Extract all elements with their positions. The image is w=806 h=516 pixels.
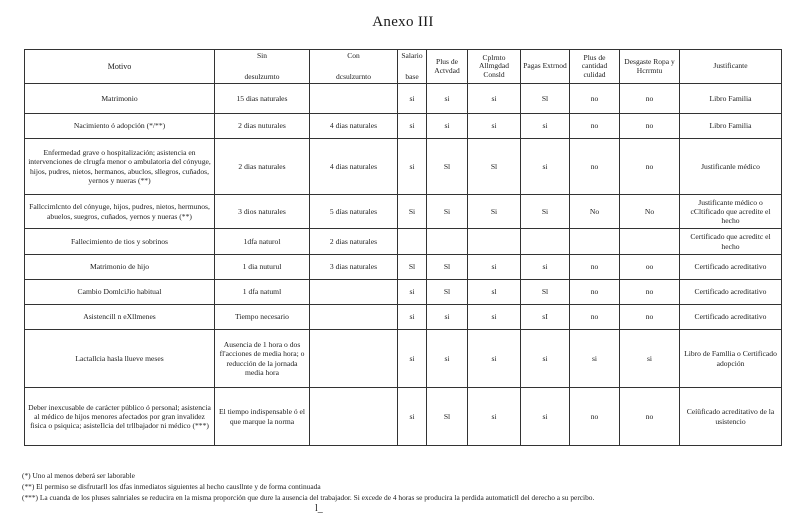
cell-pagas: Sl: [521, 280, 570, 305]
table-row: [25, 114, 782, 139]
cell-motivo: Fallccimlcnto del cónyuge, hijos, pudres, nietos, hermunos, abuelos, suegros, cuñados, yernos y nueras (**): [25, 195, 215, 229]
cell-motivo: Lactallcia hasla llueve meses: [25, 330, 215, 388]
cell-sin-desplazamiento: Ausencia de 1 hora o dos fl'acciones de media hora; o reducción de la jornada media hora: [215, 330, 310, 388]
cell-desgaste: no: [620, 305, 680, 330]
cell-justificante: Justificanle médico: [680, 139, 782, 195]
cell-sin-desplazamiento: 1 dia nuturul: [215, 255, 310, 280]
cell-salario-base: si: [398, 388, 427, 446]
header-sin-top: Sin: [256, 50, 267, 60]
cell-con-desplazamiento: [310, 305, 398, 330]
header-motivo: Motivo: [25, 50, 215, 84]
page-mark: l_: [315, 503, 323, 514]
footnotes: [22, 470, 792, 503]
cell-plus-cantidad: no: [570, 305, 620, 330]
cell-plus-actividad: si: [427, 114, 468, 139]
cell-pagas: si: [521, 330, 570, 388]
cell-sin-desplazamiento: 1 dfa natuml: [215, 280, 310, 305]
cell-plus-actividad: Sl: [427, 255, 468, 280]
cell-desgaste: no: [620, 280, 680, 305]
header-complemento: Cplrnto Allmgdad Consld: [468, 50, 521, 84]
cell-salario-base: Sl: [398, 255, 427, 280]
table-row: [25, 195, 782, 229]
table-row: [25, 139, 782, 195]
cell-sin-desplazamiento: 2 dias naturales: [215, 139, 310, 195]
cell-motivo: Asistencill n eXllmenes: [25, 305, 215, 330]
cell-plus-cantidad: No: [570, 195, 620, 229]
cell-con-desplazamiento: 4 dias naturales: [310, 139, 398, 195]
cell-motivo: Fallecimiento de tios y sobrinos: [25, 229, 215, 255]
cell-con-desplazamiento: 2 dias naturales: [310, 229, 398, 255]
cell-complemento: [468, 229, 521, 255]
cell-complemento: si: [468, 84, 521, 114]
cell-pagas: Si: [521, 195, 570, 229]
cell-sin-desplazamiento: Tiempo necesario: [215, 305, 310, 330]
cell-pagas: [521, 229, 570, 255]
cell-desgaste: no: [620, 114, 680, 139]
cell-salario-base: si: [398, 330, 427, 388]
cell-desgaste: no: [620, 388, 680, 446]
cell-plus-cantidad: no: [570, 84, 620, 114]
cell-con-desplazamiento: 3 dias naturales: [310, 255, 398, 280]
cell-plus-actividad: [427, 229, 468, 255]
cell-desgaste: si: [620, 330, 680, 388]
cell-pagas: Sl: [521, 84, 570, 114]
cell-con-desplazamiento: 5 días naturales: [310, 195, 398, 229]
cell-justificante: Libro Familia: [680, 84, 782, 114]
cell-plus-cantidad: no: [570, 114, 620, 139]
cell-justificante: Certificado acreditativo: [680, 280, 782, 305]
cell-plus-cantidad: no: [570, 388, 620, 446]
header-justificante: Justificante: [680, 50, 782, 84]
header-plus-actividad: Plus de Actvdad: [427, 50, 468, 84]
cell-pagas: si: [521, 388, 570, 446]
cell-con-desplazamiento: [310, 280, 398, 305]
cell-desgaste: no: [620, 139, 680, 195]
cell-plus-actividad: si: [427, 84, 468, 114]
cell-plus-actividad: si: [427, 305, 468, 330]
cell-pagas: sI: [521, 305, 570, 330]
header-sin-desplazamiento: [215, 50, 310, 84]
cell-complemento: si: [468, 330, 521, 388]
cell-desgaste: oo: [620, 255, 680, 280]
cell-pagas: si: [521, 255, 570, 280]
header-pagas: Pagas Extrnod: [521, 50, 570, 84]
page-title: Anexo III: [372, 14, 434, 30]
cell-complemento: si: [468, 114, 521, 139]
cell-complemento: si: [468, 255, 521, 280]
cell-sin-desplazamiento: 1dfa naturol: [215, 229, 310, 255]
table-row: [25, 280, 782, 305]
cell-salario-base: si: [398, 305, 427, 330]
cell-justificante: Libro Familia: [680, 114, 782, 139]
cell-desgaste: [620, 229, 680, 255]
table-row: [25, 229, 782, 255]
cell-complemento: si: [468, 305, 521, 330]
cell-motivo: Enfermedad grave o hospitalización; asistencia en intervenciones de clrugfa menor o ambulatoria del cónyuge, hijos, pudres, nietos, hermanos, abuclos, sllegros, cuñados, yernos y nueras (**): [25, 139, 215, 195]
cell-plus-cantidad: no: [570, 280, 620, 305]
cell-salario-base: si: [398, 280, 427, 305]
header-con-top: Con: [347, 50, 360, 60]
footnote: (**) El permiso se disfrutarll los dfas inmediatos siguientes al hecho causllnte y de forma continuada: [22, 482, 321, 491]
header-con-desplazamiento: [310, 50, 398, 84]
cell-justificante: Justificante médico o cCltificado que acredite el hecho: [680, 195, 782, 229]
footnote: (***) La cuanda de los pluses salnriales se reducira en la misma proporción que dure la ausencia del trabajador. Si excede de 4 horas se producira la perdida automaticll del derecho a su percibo.: [22, 493, 595, 502]
cell-complemento: sl: [468, 280, 521, 305]
cell-justificante: Certificado acreditativo: [680, 305, 782, 330]
cell-plus-actividad: Sl: [427, 388, 468, 446]
header-plus-cantidad: Plus de cantidad culidad: [570, 50, 620, 84]
cell-desgaste: No: [620, 195, 680, 229]
cell-sin-desplazamiento: El tiempo indispensable ó el que marque la norma: [215, 388, 310, 446]
footnote: (*) Uno al menos deberá ser laborable: [22, 471, 135, 480]
cell-con-desplazamiento: [310, 388, 398, 446]
cell-complemento: si: [468, 388, 521, 446]
cell-sin-desplazamiento: 2 dias nuturales: [215, 114, 310, 139]
permisos-table: [24, 49, 782, 446]
cell-con-desplazamiento: [310, 330, 398, 388]
cell-plus-cantidad: no: [570, 139, 620, 195]
table-row: [25, 305, 782, 330]
cell-plus-actividad: Sl: [427, 139, 468, 195]
table-row: [25, 388, 782, 446]
cell-plus-cantidad: no: [570, 255, 620, 280]
cell-justificante: Certificado que acreditc el hecho: [680, 229, 782, 255]
cell-salario-base: si: [398, 139, 427, 195]
cell-salario-base: [398, 229, 427, 255]
cell-motivo: Deber inexcusable de carácter público ó personal; asistencia al médico de hijos menores afectados por gran invalidez fisica o psiquica; asisteIlcia del trllbajador ni médico (***): [25, 388, 215, 446]
cell-justificante: Ceíüficado acreditativo de la usistencio: [680, 388, 782, 446]
cell-plus-actividad: Si: [427, 195, 468, 229]
header-row: [25, 50, 782, 84]
header-salario-bottom: base: [405, 71, 419, 81]
cell-motivo: Matrimonio: [25, 84, 215, 114]
cell-motivo: Nacimiento ó adopción (*/**): [25, 114, 215, 139]
cell-plus-actividad: Sl: [427, 280, 468, 305]
header-sin-bottom: desulzurnto: [244, 71, 280, 81]
cell-salario-base: si: [398, 114, 427, 139]
cell-desgaste: no: [620, 84, 680, 114]
cell-plus-cantidad: si: [570, 330, 620, 388]
cell-motivo: Matrimonio de hijo: [25, 255, 215, 280]
cell-salario-base: si: [398, 84, 427, 114]
table-row: [25, 255, 782, 280]
cell-con-desplazamiento: 4 dias naturales: [310, 114, 398, 139]
cell-justificante: Certificado acreditativo: [680, 255, 782, 280]
table-body: [25, 84, 782, 446]
cell-pagas: si: [521, 139, 570, 195]
header-con-bottom: dcsulzurnto: [336, 71, 371, 81]
cell-salario-base: Si: [398, 195, 427, 229]
cell-pagas: si: [521, 114, 570, 139]
table-row: [25, 84, 782, 114]
cell-sin-desplazamiento: 3 dios naturales: [215, 195, 310, 229]
header-salario-base: [398, 50, 427, 84]
cell-motivo: Cambio DomlciJio habitual: [25, 280, 215, 305]
cell-plus-cantidad: [570, 229, 620, 255]
cell-complemento: Sl: [468, 139, 521, 195]
cell-complemento: Si: [468, 195, 521, 229]
cell-plus-actividad: si: [427, 330, 468, 388]
cell-con-desplazamiento: [310, 84, 398, 114]
table-row: [25, 330, 782, 388]
cell-sin-desplazamiento: 15 dias naturales: [215, 84, 310, 114]
header-salario-top: Salario: [401, 50, 423, 60]
header-desgaste: Desgaste Ropa y Hcrrmtu: [620, 50, 680, 84]
cell-justificante: Libro de Famllia o Certificado adopción: [680, 330, 782, 388]
